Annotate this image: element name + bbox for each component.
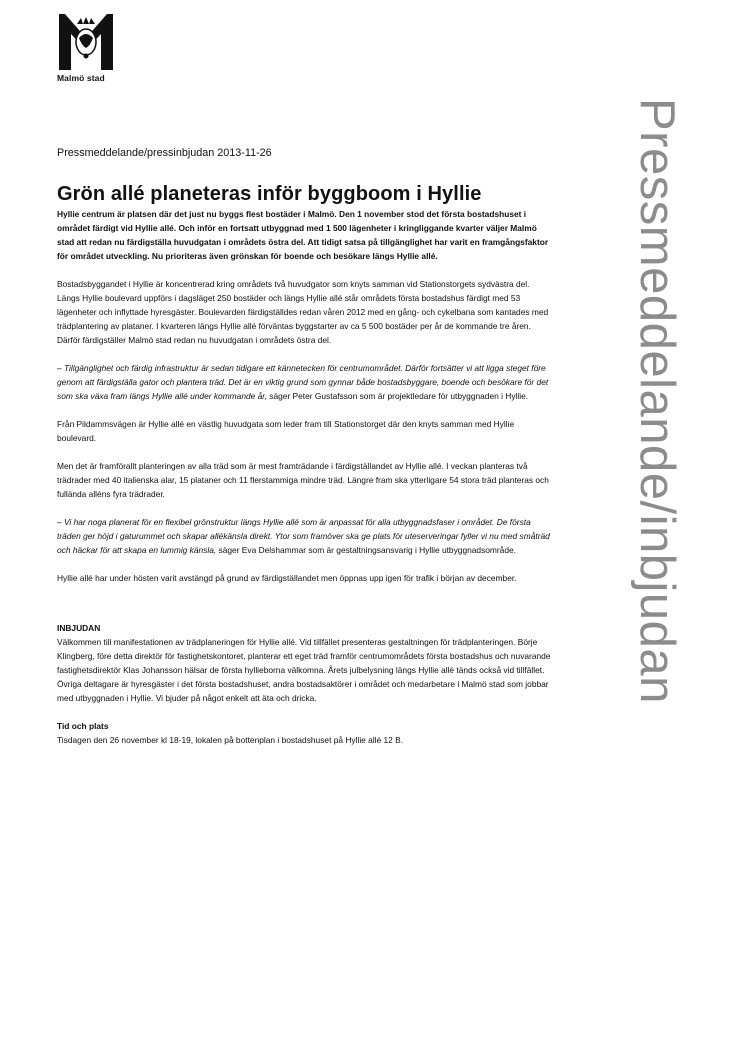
invitation-heading: INBJUDAN (57, 623, 101, 633)
press-release (57, 147, 552, 761)
side-title: Pressmeddelande/inbjudan (630, 98, 684, 704)
date-line: Pressmeddelande/pressinbjudan 2013-11-26 (57, 147, 272, 159)
headline: Grön allé planeteras inför byggboom i Hyllie (57, 183, 482, 205)
quote-2 (57, 515, 552, 557)
quote-2-text: – Vi har noga planerat för en flexibel grönstruktur längs Hyllie allé som är anpassat för alla utbyggnadsfaser i området. De första träden ger höjd i gaturummet och skapar allékänsla direkt. Ytor som framöver ska ge plats för uteserveringar fyller vi nu med småträd och häckar för att skapa en lummig känsla, (57, 517, 550, 555)
time-place-heading: Tid och plats (57, 721, 109, 731)
quote-2-attribution: säger Eva Delshammar som är gestaltningsansvarig i Hyllie utbyggnadsområde. (216, 545, 516, 555)
malmo-stad-logo (57, 12, 117, 83)
paragraph-4: Hyllie allé har under hösten varit avstängd på grund av färdigställandet men öppnas upp igen för trafik i början av december. (57, 573, 517, 583)
spacer (57, 599, 552, 621)
paragraph-2: Från Pildammsvägen är Hyllie allé en västlig huvudgata som leder fram till Stationstorget där den knyts samman med Hyllie boulevard. (57, 419, 515, 443)
paragraph-1: Bostadsbyggandet i Hyllie är koncentrerad kring områdets två huvudgator som knyts samman vid Stationstorgets sydvästra del. Längs Hyllie boulevard uppförs i dagsläget 250 bostäder och längs Hyllie allé står områdets första bostadshus färdigt med 53 lägenheter och inflyttade hyresgäster. Boulevarden färdigställdes redan våren 2012 med en gång- och cykelbana som kantades med trädplantering av plataner. I kvarteren längs Hyllie allé förväntas byggstarter av ca 5 500 bostäder per år de kommande tre åren. Därför färdigställer Malmö stad redan nu huvudgatan i områdets östra del. (57, 279, 549, 345)
invitation-text: Välkommen till manifestationen av trädplaneringen för Hyllie allé. Vid tillfället presenteras gestaltningen för trädplanteringen. Börje Klingberg, före detta direktör för fastighetskontoret, planterar ett eget träd framför centrumområdets första bostadshus och nuvarande fastighetsdirektör Klas Johansson hälsar de första hyllieborna välkomna. Årets julbelysning längs Hyllie allé tänds också vid tillfället. Övriga deltagare är hyresgäster i det första bostadshuset, andra bostadsaktörer i området och medarbetare i Malmö stad som jobbar med utbyggnaden i Hyllie. Vi bjuder på något enkelt att äta och dricka. (57, 637, 551, 703)
time-place-text: Tisdagen den 26 november kl 18-19, lokalen på bottenplan i bostadshuset på Hyllie allé 12 B. (57, 735, 404, 745)
quote-1 (57, 361, 552, 403)
malmo-coat-of-arms-icon (57, 12, 115, 72)
quote-1-text: – Tillgänglighet och färdig infrastruktur är sedan tidigare ett kännetecken för centrumområdet. Därför fortsätter vi att ligga steget före genom att färdigställa gator och plantera träd. Det är en viktig grund som gynnar både bostadsbyggare, boende och besökare för det som ska växa fram längs Hyllie allé under kommande år, (57, 363, 549, 401)
paragraph-3: Men det är framförallt planteringen av alla träd som är mest framträdande i färdigställandet av Hyllie allé. I veckan planteras två trädrader med 40 italienska alar, 15 plataner och 11 flerstammiga mindre träd. Längre fram ska ytterligare 54 stora träd planteras och fullända alléns fyra trädrader. (57, 461, 549, 499)
lead-paragraph: Hyllie centrum är platsen där det just nu byggs flest bostäder i Malmö. Den 1 november stod det första bostadshuset i området färdigt vid Hyllie allé. Och inför en fortsatt utbyggnad med 1 500 lägenheter i kringliggande kvarter väljer Malmö stad att redan nu färdigställa huvudgatan i områdets östra del. Att tidigt satsa på tillgänglighet har varit en framgångsfaktor för området utveckling. Nu prioriteras även grönskan för boende och besökare längs Hyllie allé. (57, 209, 549, 261)
quote-1-attribution: säger Peter Gustafsson som är projektledare för utbyggnaden i Hyllie. (266, 391, 529, 401)
logo-text: Malmö stad (57, 73, 105, 83)
